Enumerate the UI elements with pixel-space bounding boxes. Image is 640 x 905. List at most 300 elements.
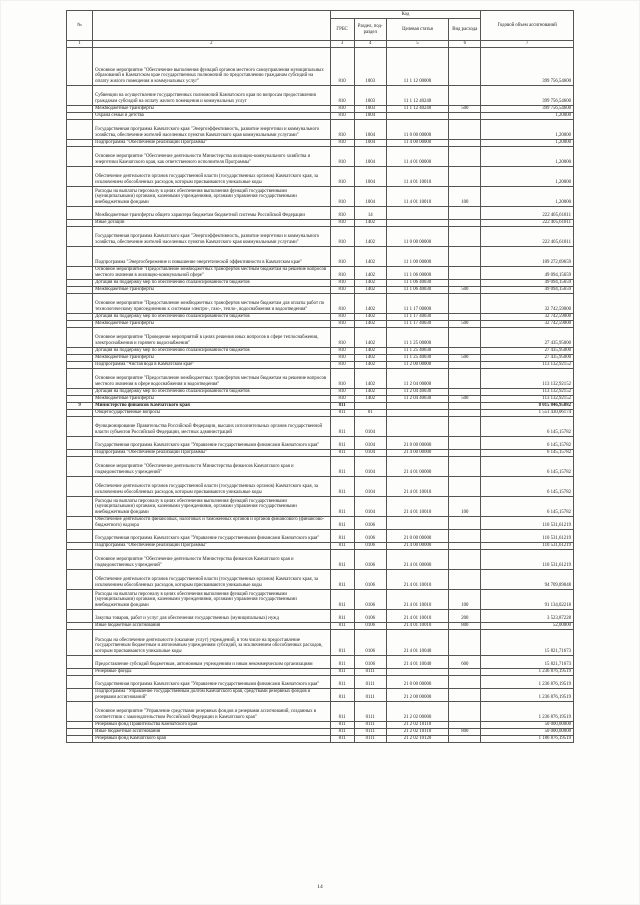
row-name: Межбюджетные трансферты — [93, 105, 330, 112]
row-amount: 113 132,92152 — [481, 395, 574, 402]
row-number — [67, 688, 93, 701]
row-expense-type — [449, 449, 481, 456]
row-section: 1004 — [354, 139, 386, 146]
row-section: 0104 — [354, 476, 386, 496]
row-section: 0104 — [354, 449, 386, 456]
row-grbs: 810 — [330, 347, 354, 354]
row-expense-type — [449, 85, 481, 105]
row-name: Закупка товаров, работ и услуг для обеспечения государственных (муниципальных) нужд — [93, 609, 330, 622]
row-number — [67, 655, 93, 668]
row-expense-type — [449, 279, 481, 286]
row-amount: 1 236 876,19519 — [481, 701, 574, 721]
row-number — [67, 119, 93, 139]
row-target-article: 11 1 17 40030 — [386, 313, 448, 320]
row-amount: 6 145,15782 — [481, 449, 574, 456]
row-name: Обеспечение деятельности финансовых, налоговых и таможенных органов и органов финансового (финансово-бюджетного) надзора — [93, 516, 330, 529]
row-number — [67, 354, 93, 361]
table-body — [67, 47, 574, 742]
row-grbs: 810 — [330, 206, 354, 219]
row-amount: 113 132,92152 — [481, 388, 574, 395]
row-amount: 91 134,02218 — [481, 589, 574, 609]
row-expense-type — [449, 549, 481, 569]
table-row — [67, 266, 574, 279]
row-name: Расходы на выплаты персоналу в целях обеспечения выполнения функций государственными (муниципальными) органами, казенными учреждениями, органами управления государственными внебюджетными фондами — [93, 496, 330, 516]
row-target-article: 11 2 04 40030 — [386, 395, 448, 402]
row-number — [67, 436, 93, 449]
row-grbs: 811 — [330, 675, 354, 688]
row-section: 0111 — [354, 721, 386, 728]
row-section: 1003 — [354, 85, 386, 105]
row-grbs: 811 — [330, 516, 354, 529]
row-number — [67, 449, 93, 456]
row-name: Общегосударственные вопросы — [93, 409, 330, 416]
table-row — [67, 105, 574, 112]
row-target-article: 11 1 06 40030 — [386, 279, 448, 286]
row-section: 1402 — [354, 327, 386, 347]
table-row — [67, 368, 574, 388]
row-target-article — [386, 516, 448, 529]
row-expense-type: 500 — [449, 354, 481, 361]
row-amount: 6 145,15782 — [481, 456, 574, 476]
row-expense-type — [449, 409, 481, 416]
row-amount: 1 236 876,19519 — [481, 675, 574, 688]
table-row — [67, 589, 574, 609]
row-target-article: 11 0 00 00000 — [386, 226, 448, 246]
row-expense-type — [449, 688, 481, 701]
row-name: Основное мероприятие "Обеспечение деятельности Министерства финансов Камчатского края и подведомственных учреждений" — [93, 549, 330, 569]
row-target-article — [386, 416, 448, 436]
row-name: Основное мероприятие "Предоставление межбюджетных трансфертов местным бюджетам на решение вопросов местного значения в сфере водоснабжения и водоотведения" — [93, 368, 330, 388]
row-target-article: 21 4 01 10010 — [386, 622, 448, 629]
table-row — [67, 529, 574, 542]
row-section: 01 — [354, 409, 386, 416]
row-number — [67, 569, 93, 589]
table-row — [67, 313, 574, 320]
header-index: 5 — [386, 41, 448, 48]
row-amount: 1 236 876,19519 — [481, 688, 574, 701]
row-name: Дотация на поддержку мер по обеспечению сбалансированности бюджетов — [93, 279, 330, 286]
row-target-article: 11 1 12 40240 — [386, 85, 448, 105]
row-number — [67, 476, 93, 496]
header-index: 6 — [449, 41, 481, 48]
row-section: 0106 — [354, 542, 386, 549]
row-expense-type — [449, 402, 481, 409]
row-name: Подпрограмма "Обеспечение реализации Программы" — [93, 139, 330, 146]
row-expense-type — [449, 166, 481, 186]
row-name: Субвенции на осуществление государственных полномочий Камчатского края по вопросам предоставления гражданам субсидий на оплату жилого помещения и коммунальных услуг — [93, 85, 330, 105]
row-grbs: 811 — [330, 655, 354, 668]
row-amount: 399 756,54600 — [481, 47, 574, 85]
row-expense-type — [449, 139, 481, 146]
row-target-article: 11 4 01 10010 — [386, 186, 448, 206]
row-name: Иные бюджетные ассигнования — [93, 728, 330, 735]
row-grbs: 810 — [330, 219, 354, 226]
row-grbs: 810 — [330, 354, 354, 361]
row-number — [67, 496, 93, 516]
header-index-row — [67, 41, 574, 48]
row-target-article: 21 0 00 00000 — [386, 436, 448, 449]
row-name: Основное мероприятие "Обеспечение деятельности Министерства финансов Камчатского края и подведомственных учреждений" — [93, 456, 330, 476]
row-expense-type — [449, 361, 481, 368]
row-name: Основное мероприятие "Управление средствами резервных фондов и резервами ассигнований, созданных в соответствии с законодательством Российской Федерации и Камчатского края" — [93, 701, 330, 721]
table-row — [67, 476, 574, 496]
row-number — [67, 416, 93, 436]
row-expense-type — [449, 293, 481, 313]
row-target-article — [386, 219, 448, 226]
row-number — [67, 516, 93, 529]
row-name: Функционирование Правительства Российской Федерации, высших исполнительных органов государственной власти субъектов Российской Федерации, местных администраций — [93, 416, 330, 436]
row-expense-type — [449, 668, 481, 675]
row-section: 1402 — [354, 246, 386, 266]
row-amount: 399 756,54600 — [481, 85, 574, 105]
row-number — [67, 701, 93, 721]
row-expense-type — [449, 368, 481, 388]
row-expense-type — [449, 226, 481, 246]
row-grbs: 810 — [330, 139, 354, 146]
row-expense-type — [449, 675, 481, 688]
row-number — [67, 409, 93, 416]
row-expense-type — [449, 112, 481, 119]
row-number — [67, 622, 93, 629]
row-expense-type — [449, 246, 481, 266]
table-row — [67, 246, 574, 266]
row-section: 1402 — [354, 313, 386, 320]
row-target-article: 11 2 04 00000 — [386, 368, 448, 388]
table-row — [67, 347, 574, 354]
row-target-article: 11 1 00 00000 — [386, 246, 448, 266]
row-target-article: 11 4 01 10010 — [386, 166, 448, 186]
table-row — [67, 361, 574, 368]
row-name: Дотация на поддержку мер по обеспечению сбалансированности бюджетов — [93, 388, 330, 395]
header-index: 3 — [330, 41, 354, 48]
row-name: Межбюджетные трансферты — [93, 286, 330, 293]
row-amount: 1,20000 — [481, 146, 574, 166]
table-row — [67, 569, 574, 589]
row-grbs: 810 — [330, 293, 354, 313]
row-amount: 15 821,71673 — [481, 655, 574, 668]
row-target-article: 11 1 25 40030 — [386, 354, 448, 361]
row-expense-type — [449, 416, 481, 436]
row-section: 1402 — [354, 320, 386, 327]
row-name: Обеспечение деятельности органов государственной власти (государственных органов) Камчатского края, за исключением обособленных расходов, которым присваиваются уникальные коды — [93, 166, 330, 186]
row-amount: 6 145,15782 — [481, 496, 574, 516]
row-name: Межбюджетные трансферты — [93, 395, 330, 402]
row-amount: 32 742,59000 — [481, 320, 574, 327]
row-section: 1004 — [354, 166, 386, 186]
row-grbs: 811 — [330, 496, 354, 516]
header-codes: Код — [330, 11, 481, 19]
row-name: Предоставление субсидий бюджетным, автономным учреждениям и иным некоммерческим организациям — [93, 655, 330, 668]
row-section: 1003 — [354, 105, 386, 112]
table-row — [67, 609, 574, 622]
header-target-article: Целевая статья — [386, 19, 448, 41]
row-grbs: 810 — [330, 119, 354, 139]
row-expense-type — [449, 569, 481, 589]
row-name: Расходы на выплаты персоналу в целях обеспечения выполнения функций государственными (муниципальными) органами, казенными учреждениями, органами управления государственными внебюджетными фондами — [93, 186, 330, 206]
row-amount: 1,20000 — [481, 186, 574, 206]
row-number — [67, 320, 93, 327]
table-row — [67, 226, 574, 246]
row-expense-type: 200 — [449, 609, 481, 622]
row-section: 1402 — [354, 286, 386, 293]
row-name: Иные дотации — [93, 219, 330, 226]
row-section: 0104 — [354, 456, 386, 476]
row-name: Основное мероприятие "Предоставление межбюджетных трансфертов местным бюджетам для оплаты работ по технологическому присоединению к системам электро-, газо-, тепло-, водоснабжения и водоотведения" — [93, 293, 330, 313]
row-number — [67, 146, 93, 166]
row-expense-type — [449, 436, 481, 449]
row-amount: 6 145,15782 — [481, 416, 574, 436]
row-number: 9 — [67, 402, 93, 409]
row-amount: 50 000,00000 — [481, 728, 574, 735]
row-expense-type — [449, 206, 481, 219]
row-name: Резервный фонд Правительства Камчатского края — [93, 721, 330, 728]
table-row — [67, 320, 574, 327]
row-target-article: 21 4 01 10010 — [386, 609, 448, 622]
row-name: Министерство финансов Камчатского края — [93, 402, 330, 409]
row-expense-type — [449, 266, 481, 279]
row-expense-type — [449, 327, 481, 347]
row-target-article: 21 0 00 00000 — [386, 529, 448, 542]
table-row — [67, 395, 574, 402]
row-grbs: 810 — [330, 186, 354, 206]
budget-table — [66, 10, 574, 743]
row-target-article: 21 4 01 00000 — [386, 456, 448, 476]
table-row — [67, 436, 574, 449]
table-row — [67, 279, 574, 286]
row-amount: 27 435,95000 — [481, 327, 574, 347]
row-expense-type: 500 — [449, 320, 481, 327]
row-number — [67, 219, 93, 226]
row-section: 0106 — [354, 655, 386, 668]
row-amount: 49 094,15659 — [481, 279, 574, 286]
row-target-article: 11 1 06 40030 — [386, 286, 448, 293]
row-target-article: 11 2 00 00000 — [386, 361, 448, 368]
row-section: 0106 — [354, 589, 386, 609]
row-amount: 6 145,15782 — [481, 436, 574, 449]
header-index: 7 — [481, 41, 574, 48]
row-section: 0111 — [354, 688, 386, 701]
row-name: Расходы на обеспечение деятельности (оказание услуг) учреждений, в том числе на предоставление государственным бюджетным и автономным учреждениям субсидий, за исключением обособленных расходов, которым присваиваются уникальные коды — [93, 629, 330, 655]
table-row — [67, 166, 574, 186]
row-number — [67, 105, 93, 112]
table-row — [67, 728, 574, 735]
row-number — [67, 266, 93, 279]
row-amount: 1,20000 — [481, 112, 574, 119]
row-amount: 1,20000 — [481, 139, 574, 146]
row-section: 1004 — [354, 112, 386, 119]
row-target-article: 11 1 06 00000 — [386, 266, 448, 279]
row-target-article: 11 4 01 00000 — [386, 146, 448, 166]
row-target-article: 21 2 02 00000 — [386, 701, 448, 721]
row-number — [67, 206, 93, 219]
row-section: 1402 — [354, 395, 386, 402]
row-number — [67, 549, 93, 569]
table-row — [67, 516, 574, 529]
row-target-article: 11 1 12 00000 — [386, 47, 448, 85]
row-name: Расходы на выплаты персоналу в целях обеспечения выполнения функций государственными (муниципальными) органами, казенными учреждениями, органами управления государственными внебюджетными фондами — [93, 589, 330, 609]
row-number — [67, 609, 93, 622]
row-target-article: 21 4 01 10010 — [386, 476, 448, 496]
row-expense-type: 100 — [449, 186, 481, 206]
row-number — [67, 166, 93, 186]
row-number — [67, 675, 93, 688]
table-row — [67, 186, 574, 206]
row-name: Межбюджетные трансферты общего характера бюджетам бюджетной системы Российской Федерации — [93, 206, 330, 219]
row-section: 0106 — [354, 516, 386, 529]
row-section: 0111 — [354, 675, 386, 688]
row-name: Межбюджетные трансферты — [93, 354, 330, 361]
row-section: 1402 — [354, 219, 386, 226]
row-grbs: 810 — [330, 266, 354, 279]
row-expense-type — [449, 456, 481, 476]
table-row — [67, 47, 574, 85]
header-section: Раздел, под-раздел — [354, 19, 386, 41]
row-number — [67, 589, 93, 609]
row-section — [354, 402, 386, 409]
row-amount: 1,20000 — [481, 166, 574, 186]
row-grbs: 811 — [330, 701, 354, 721]
row-expense-type — [449, 388, 481, 395]
row-name: Подпрограмма "Энергосбережение и повышение энергетической эффективности в Камчатском крае" — [93, 246, 330, 266]
row-number — [67, 668, 93, 675]
row-grbs: 810 — [330, 327, 354, 347]
row-name: Обеспечение деятельности органов государственной власти (государственных органов) Камчатского края, за исключением обособленных расходов, которым присваиваются уникальные коды — [93, 569, 330, 589]
table-row — [67, 456, 574, 476]
row-number — [67, 456, 93, 476]
header-index: 1 — [67, 41, 93, 48]
row-grbs: 810 — [330, 166, 354, 186]
row-amount: 49 094,15659 — [481, 266, 574, 279]
row-target-article: 21 4 01 10010 — [386, 496, 448, 516]
row-name: Охрана семьи и детства — [93, 112, 330, 119]
row-amount: 1,20000 — [481, 119, 574, 139]
row-expense-type: 100 — [449, 589, 481, 609]
row-number — [67, 327, 93, 347]
header-index: 2 — [93, 41, 330, 48]
row-target-article: 21 2 02 10110 — [386, 721, 448, 728]
row-expense-type — [449, 146, 481, 166]
row-expense-type: 800 — [449, 728, 481, 735]
table-row — [67, 119, 574, 139]
table-row — [67, 327, 574, 347]
row-name: Подпрограмма "Обеспечение реализации Программы" — [93, 542, 330, 549]
row-target-article — [386, 668, 448, 675]
row-section: 0106 — [354, 529, 386, 542]
row-amount: 94 709,89048 — [481, 569, 574, 589]
row-name: Межбюджетные трансферты — [93, 320, 330, 327]
row-target-article — [386, 402, 448, 409]
table-row — [67, 735, 574, 742]
header-expense-type: Вид расхода — [449, 19, 481, 41]
row-expense-type — [449, 516, 481, 529]
row-name: Резервный фонд Камчатского края — [93, 735, 330, 742]
row-amount: 49 094,15659 — [481, 286, 574, 293]
row-number — [67, 47, 93, 85]
row-grbs: 811 — [330, 449, 354, 456]
header-grbs: ГРБС — [330, 19, 354, 41]
row-name: Дотация на поддержку мер по обеспечению сбалансированности бюджетов — [93, 347, 330, 354]
row-section: 1402 — [354, 347, 386, 354]
row-target-article: 11 1 17 40030 — [386, 320, 448, 327]
row-target-article — [386, 409, 448, 416]
table-row — [67, 409, 574, 416]
row-number — [67, 347, 93, 354]
row-grbs: 811 — [330, 416, 354, 436]
table-row — [67, 542, 574, 549]
row-section: 1402 — [354, 368, 386, 388]
row-section: 14 — [354, 206, 386, 219]
table-row — [67, 496, 574, 516]
row-expense-type: 100 — [449, 496, 481, 516]
row-number — [67, 112, 93, 119]
row-target-article: 21 4 01 10010 — [386, 589, 448, 609]
row-amount: 27 435,95000 — [481, 354, 574, 361]
row-name: Основное мероприятие "Проведение мероприятий в целях решения иных вопросов в сфере теплоснабжения, электроснабжения и горячего водоснабжения" — [93, 327, 330, 347]
row-number — [67, 368, 93, 388]
row-number — [67, 629, 93, 655]
row-grbs: 811 — [330, 721, 354, 728]
row-expense-type: 500 — [449, 286, 481, 293]
header-amount: Годовой объем ассигнований — [481, 11, 574, 41]
row-target-article: 21 4 01 00000 — [386, 549, 448, 569]
row-name: Резервные фонды — [93, 668, 330, 675]
row-name: Государственная программа Камчатского края "Управление государственными финансами Камчатского края" — [93, 675, 330, 688]
row-amount: 399 756,54600 — [481, 105, 574, 112]
table-row — [67, 112, 574, 119]
row-grbs: 810 — [330, 395, 354, 402]
row-name: Государственная программа Камчатского края "Управление государственными финансами Камчатского края" — [93, 529, 330, 542]
row-target-article: 11 1 17 00000 — [386, 293, 448, 313]
row-amount: 222 405,61811 — [481, 206, 574, 219]
row-section: 0106 — [354, 609, 386, 622]
row-section: 1402 — [354, 226, 386, 246]
row-grbs: 810 — [330, 226, 354, 246]
row-number — [67, 361, 93, 368]
row-target-article: 21 4 01 10040 — [386, 655, 448, 668]
row-section: 1003 — [354, 47, 386, 85]
row-amount: 1 186 876,19519 — [481, 735, 574, 742]
row-section: 1004 — [354, 119, 386, 139]
row-number — [67, 186, 93, 206]
row-grbs: 811 — [330, 569, 354, 589]
table-row — [67, 219, 574, 226]
row-grbs: 811 — [330, 735, 354, 742]
row-number — [67, 313, 93, 320]
row-amount: 222 405,61811 — [481, 226, 574, 246]
table-row — [67, 416, 574, 436]
row-target-article: 21 2 02 10110 — [386, 728, 448, 735]
row-section: 0104 — [354, 436, 386, 449]
row-grbs: 811 — [330, 629, 354, 655]
row-grbs: 810 — [330, 105, 354, 112]
row-number — [67, 529, 93, 542]
row-target-article: 21 4 01 10040 — [386, 629, 448, 655]
row-expense-type: 600 — [449, 655, 481, 668]
table-row — [67, 85, 574, 105]
header-index: 4 — [354, 41, 386, 48]
row-number — [67, 728, 93, 735]
row-name: Дотация на поддержку мер по обеспечению сбалансированности бюджетов — [93, 313, 330, 320]
row-number — [67, 85, 93, 105]
table-row — [67, 688, 574, 701]
table-row — [67, 675, 574, 688]
row-target-article: 11 0 00 00000 — [386, 119, 448, 139]
header-number: № — [67, 11, 93, 41]
row-target-article: 11 1 12 40240 — [386, 105, 448, 112]
row-amount: 109 272,69659 — [481, 246, 574, 266]
row-section: 0106 — [354, 569, 386, 589]
row-grbs: 811 — [330, 668, 354, 675]
